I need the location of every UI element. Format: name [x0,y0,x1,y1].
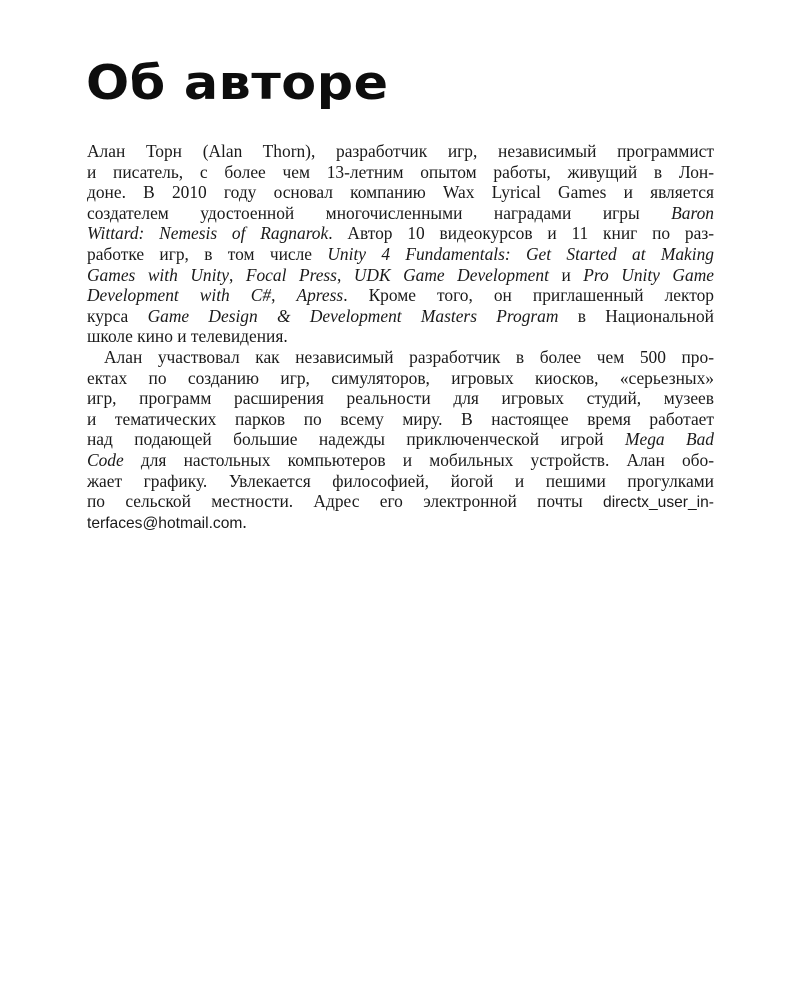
text-line [87,512,714,533]
course-title-italic: Game Design & Development Masters Program [147,305,559,326]
text-line [87,203,714,224]
text-run: курса [87,305,129,326]
game-title-italic: Wittard: Nemesis of Ragnarok [87,223,329,244]
game-title-italic: Code [87,449,124,470]
book-title-italic: Games with Unity [87,264,229,285]
email-address: directx_user_in- [603,494,714,512]
text-run: . Кроме того, он приглашенный лектор [343,285,714,306]
text-line [87,429,714,450]
text-run: для настольных компьютеров и мобильных устройств. Алан обо- [140,449,714,470]
text-line: и писатель, с более чем 13-летним опытом работы, живущий в Лон- [87,161,714,182]
text-run: создателем удостоенной многочисленными наградами игры [87,202,640,223]
text-run: работке игр, в том числе [87,243,313,264]
text-line [87,450,714,471]
text-run: . [242,511,247,532]
text-line [87,285,714,306]
text-run: , [336,264,342,285]
text-line: ектах по созданию игр, симуляторов, игровых киосков, «серьезных» [87,367,714,388]
text-line [87,265,714,286]
game-title-italic: Baron [671,202,714,223]
page-title: Об авторе [86,56,389,111]
author-bio [87,141,714,532]
text-line [87,491,714,512]
book-title-italic: Development with C# [87,285,272,306]
text-line: и тематических парков по всему миру. В настоящее время работает [87,408,714,429]
text-line [87,244,714,265]
text-run: в Национальной [577,305,714,326]
publisher-italic: Focal Press [245,264,337,285]
text-line: игр, программ расширения реальности для игровых студий, музеев [87,388,714,409]
email-address: terfaces@hotmail.com [87,514,243,532]
text-run: над подающей большие надежды приключенческой игрой [87,429,604,450]
bio-paragraph-2 [87,347,714,532]
text-run: , [271,285,276,306]
text-line [87,223,714,244]
text-run: и [561,264,571,285]
text-line: жает графику. Увлекается философией, йогой и пешими прогулками [87,470,714,491]
text-line: школе кино и телевидения. [87,326,288,347]
text-line: Алан Торн (Alan Thorn), разработчик игр, независимый программист [87,141,714,161]
text-run: , [228,264,234,285]
text-line: Алан участвовал как независимый разработчик в более чем 500 про- [104,346,714,367]
bio-paragraph-1 [87,141,714,347]
book-title-italic: UDK Game Development [353,264,549,285]
book-title-italic: Unity 4 Fundamentals: Get Started at Making [327,243,714,264]
text-line: доне. В 2010 году основал компанию Wax Lyrical Games и является [87,182,714,203]
book-title-italic: Pro Unity Game [583,264,714,285]
text-run: . Автор 10 видеокурсов и 11 книг по раз- [328,223,714,244]
game-title-italic: Mega Bad [625,429,714,450]
text-run: по сельской местности. Адрес его электронной почты [87,491,583,512]
text-line [87,306,714,327]
publisher-italic: Apress [296,285,344,306]
